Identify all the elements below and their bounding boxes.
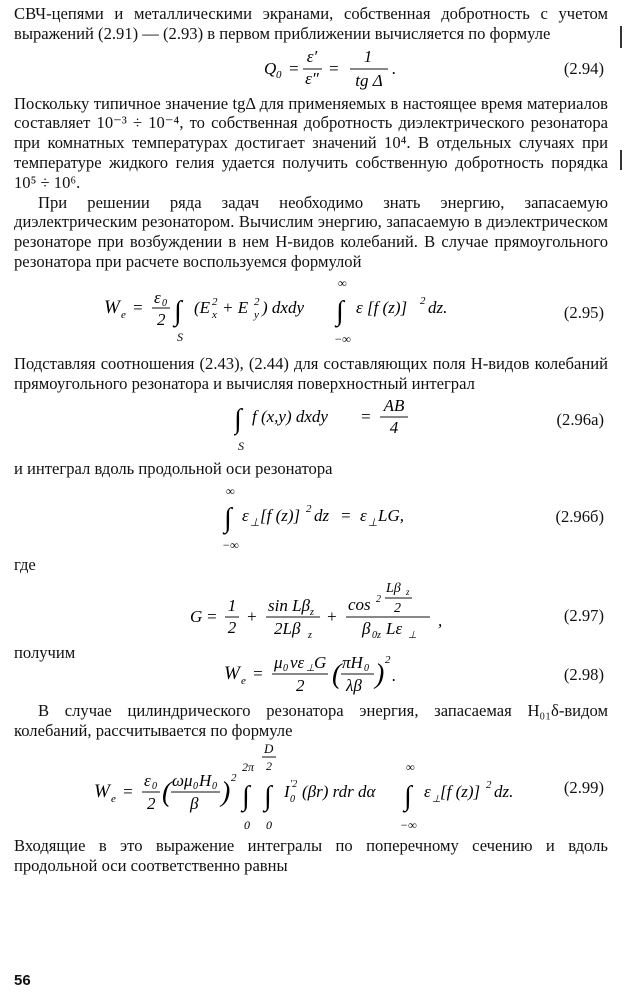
formula-2-97 — [190, 576, 470, 656]
eq297-f1n: 1 — [227, 595, 237, 615]
eq299-bprime: ′2 — [290, 779, 298, 791]
paragraph-4: Подставляя соотношения (2.43), (2.44) для составляющих поля H-видов колебаний прямоугольного резонатора и вычисляя поверхностный интеграл — [14, 353, 608, 393]
eq299-i2lo: 0 — [266, 818, 272, 833]
eq295-int1: ∫ — [174, 295, 182, 327]
equation-number: (2.95) — [563, 302, 604, 322]
equation-number: (2.96а) — [556, 409, 604, 429]
paragraph-7: получим — [14, 642, 76, 662]
margin-mark-mid — [620, 150, 622, 170]
eq296b-lo: −∞ — [222, 538, 239, 553]
eq299-lparen: ( — [162, 777, 172, 809]
eq295-up2: ∞ — [338, 275, 347, 290]
eq297-f3dsub: 0z — [372, 629, 381, 641]
eq299-perp: ⊥ — [432, 794, 441, 806]
eq298-sub: e — [241, 674, 246, 687]
eq297-eq: = — [206, 606, 218, 626]
eq297-plus1: + — [246, 606, 258, 626]
eq295-sub: e — [121, 308, 126, 321]
eq299-sub: e — [111, 793, 116, 806]
eq298-pd: λβ — [346, 675, 362, 695]
eq295-lo2: −∞ — [334, 331, 351, 346]
eq299-sq: 2 — [231, 772, 237, 785]
eq298-pnsub: 0 — [364, 662, 369, 674]
eq295-sq: 2 — [420, 294, 426, 307]
eq298-perp: ⊥ — [306, 662, 315, 674]
eq297-f2dz: z — [308, 629, 312, 641]
eq297-f3ind: 2 — [394, 600, 401, 616]
eq296b-int: ∫ — [224, 503, 232, 535]
eq295-body1: (E — [194, 297, 211, 317]
eq297-plus2: + — [326, 606, 338, 626]
eq295-sq-y: 2 — [254, 295, 260, 308]
eq294-den1: ε″ — [305, 68, 319, 88]
eq298-sq: 2 — [385, 653, 391, 666]
eq296a-int: ∫ — [234, 404, 242, 436]
eq295-body1b: ) dxdy — [262, 297, 305, 317]
eq294-eq2: = — [328, 58, 340, 78]
eq296b-body: [f (z)] — [260, 506, 301, 526]
eq296b-eps: ε — [242, 506, 249, 526]
eq294-num1: ε′ — [306, 46, 318, 66]
eq298-num: μ — [274, 652, 283, 672]
eq299-dz: dz. — [494, 782, 514, 802]
eq295-int2: ∫ — [336, 295, 344, 327]
paragraph-1: СВЧ-цепями и металлическими экранами, собственная добротность с учетом выражений (2.91) — (2.93) в первом приближении вычисляется по формуле — [14, 4, 608, 43]
eq299-pn2sub: 0 — [212, 781, 217, 793]
eq299-pnsub: 0 — [193, 781, 198, 793]
eq297-f3d2: Lε — [386, 618, 403, 638]
equation-number: (2.94) — [563, 58, 604, 78]
eq296a-eq: = — [360, 407, 372, 427]
eq294-den2: tg Δ — [355, 70, 383, 90]
paragraph-6: где — [14, 555, 36, 575]
equation-2-96b — [14, 479, 608, 555]
eq295-den: 2 — [157, 309, 166, 329]
eq296a-den: 4 — [389, 418, 399, 438]
eq299-eq: = — [122, 782, 134, 802]
eq295-body2: ε [f (z)] — [356, 297, 408, 317]
eq297-f2d: 2Lβ — [274, 618, 301, 638]
eq298-eq: = — [252, 663, 264, 683]
eq299-int1: ∫ — [242, 781, 250, 813]
equation-number: (2.98) — [563, 664, 604, 684]
eq298-numsub: 0 — [283, 662, 288, 674]
eq297-f3n: cos — [348, 594, 371, 614]
eq299-int2: ∫ — [264, 781, 272, 813]
eq297-f3inz: z — [406, 586, 410, 597]
equation-2-97 — [14, 575, 608, 657]
eq298-den: 2 — [296, 675, 305, 695]
eq299-i3lo: −∞ — [400, 818, 417, 833]
eq297-f3in: Lβ — [386, 580, 401, 596]
eq297-lhs: G — [190, 606, 203, 626]
paragraph-3: При решении ряда задач необходимо знать энергию, запасаемую диэлектрическим резонатором. Вычислим энергию, запасаемую в диэлектрическом резонаторе при возбуждении в нем H-видов колебаний. В случае прямоугольного резонатора при расчете воспользуемся формулой — [14, 192, 608, 271]
eq294-eq: = — [288, 58, 300, 78]
paragraph-5: и интеграл вдоль продольной оси резонатора — [14, 459, 333, 479]
formula-2-98 — [224, 649, 434, 701]
eq299-body3b: [f (z)] — [440, 782, 481, 802]
eq299-i3up: ∞ — [406, 760, 415, 775]
eq296a-lim: S — [238, 439, 244, 454]
eq294-sub: 0 — [276, 68, 282, 81]
formula-2-99 — [94, 741, 534, 835]
eq296b-rhs: ε — [360, 506, 367, 526]
eq296b-up: ∞ — [226, 484, 235, 499]
eq299-i2upn: D — [264, 741, 274, 757]
formula-2-94 — [264, 46, 424, 92]
paragraph-8: В случае цилиндрического резонатора энергия, запасаемая H₀₁δ-видом колебаний, рассчитывается по формуле — [14, 700, 608, 740]
eq295-bx: x — [212, 308, 217, 321]
eq299-f1d: 2 — [147, 794, 156, 814]
formula-2-95 — [104, 273, 464, 353]
eq297-tail: , — [438, 610, 443, 630]
equation-2-99 — [14, 740, 608, 836]
eq295-lhs: W — [104, 296, 120, 318]
paragraph-2: Поскольку типичное значение tgΔ для применяемых в настоящее время материалов составляет 10⁻³ ÷ 10⁻⁴, то собственная добротность диэлектрического резонатора при комнатных температурах достигает значений 10⁴. В отдельных случаях при температуре жидкого гелия удается получить собственную добротность порядка 10⁵ ÷ 10⁶. — [14, 93, 608, 192]
margin-mark-top — [620, 26, 622, 48]
eq299-bsub: 0 — [290, 794, 295, 806]
eq296b-perp: ⊥ — [250, 517, 260, 530]
eq298-pn: πH — [342, 652, 363, 672]
eq297-f2nz: z — [310, 606, 314, 618]
equation-number: (2.96б) — [555, 507, 604, 527]
paragraph-9: Входящие в это выражение интегралы по поперечному сечению и вдоль продольной оси соответственно равны — [14, 836, 608, 876]
eq297-f3nsq: 2 — [376, 593, 381, 605]
eq298-tail: . — [392, 665, 397, 685]
eq299-body2: (βr) rdr dα — [302, 782, 376, 802]
eq299-i1lo: 0 — [244, 818, 250, 833]
eq297-f2n: sin Lβ — [268, 595, 311, 615]
formula-2-96b — [222, 481, 462, 553]
formula-2-96a — [234, 394, 434, 458]
eq297-f1d: 2 — [227, 617, 237, 637]
eq297-perp: ⊥ — [408, 629, 417, 641]
equation-number: (2.97) — [563, 605, 604, 625]
eq299-pn: ωμ — [172, 771, 193, 791]
eq299-pn2: H — [199, 771, 212, 791]
eq299-pd: β — [190, 794, 199, 814]
equation-2-95 — [14, 272, 608, 354]
eq295-by: y — [254, 308, 259, 321]
eq295-plus: + E — [222, 297, 249, 317]
eq299-lhs: W — [94, 781, 110, 803]
eq299-rparen: ) — [221, 777, 231, 809]
eq299-f1n: ε — [144, 771, 151, 791]
eq296b-sq: 2 — [306, 503, 312, 516]
eq295-eq: = — [132, 297, 144, 317]
eq296a-body: f (x,y) dxdy — [252, 407, 328, 427]
eq299-i2upd: 2 — [266, 759, 272, 774]
eq295-dz: dz. — [428, 297, 448, 317]
eq294-tail: . — [392, 58, 397, 78]
equation-2-98 — [14, 649, 608, 701]
eq299-sq2: 2 — [486, 779, 492, 792]
eq298-num2: vε — [290, 652, 305, 672]
eq296b-rhs-perp: ⊥ — [368, 517, 378, 530]
eq294-num2: 1 — [363, 46, 373, 66]
equation-2-96a — [14, 393, 608, 459]
eq299-f1nsub: 0 — [152, 781, 157, 793]
eq295-lim1: S — [177, 329, 183, 344]
eq296b-eq: = — [340, 506, 352, 526]
eq298-rparen: ) — [375, 658, 385, 690]
eq296b-rhs2: LG, — [378, 506, 404, 526]
eq299-i1up: 2π — [242, 760, 255, 775]
eq297-f3d: β — [362, 618, 371, 638]
eq294-lhs: Q — [264, 58, 277, 78]
eq298-lparen: ( — [332, 658, 342, 690]
eq298-lhs: W — [224, 662, 240, 684]
eq299-body: I — [284, 782, 290, 802]
eq299-int3: ∫ — [404, 781, 412, 813]
eq299-body3: ε — [424, 782, 431, 802]
equation-number: (2.99) — [563, 778, 604, 798]
eq296a-num: AB — [383, 396, 405, 416]
eq298-num3: G — [314, 652, 327, 672]
eq295-numsub: 0 — [162, 297, 167, 309]
eq295-num: ε — [154, 287, 161, 307]
eq295-sq-x: 2 — [212, 295, 218, 308]
page-number: 56 — [14, 972, 31, 989]
equation-2-94 — [14, 44, 608, 94]
eq296b-dz: dz — [314, 506, 330, 526]
